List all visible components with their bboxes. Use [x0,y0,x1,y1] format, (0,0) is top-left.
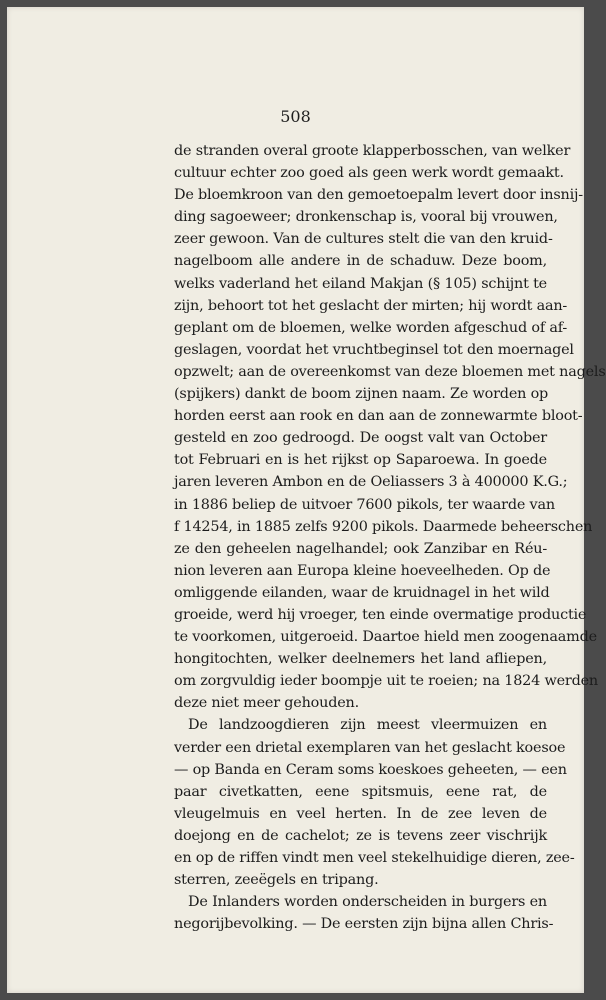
text-line: horden eerst aan rook en dan aan de zonnewarmte bloot- [174,408,583,425]
text-line: om zorgvuldig ieder boompje uit te roeien; na 1824 werden [174,673,598,690]
text-line: ding sagoeweer; dronkenschap is, vooral bij vrouwen, [174,209,558,226]
text-line: in 1886 beliep de uitvoer 7600 pikols, ter waarde van [174,496,555,513]
text-line: nagelboom alle andere in de schaduw. Deze boom, [174,253,547,270]
text-line: ze den geheelen nagelhandel; ook Zanzibar en Réu- [174,540,547,557]
text-line: negorijbevolking. — De eersten zijn bijna allen Chris- [174,916,554,933]
text-line: zijn, behoort tot het geslacht der mirten; hij wordt aan- [174,297,568,314]
text-line: nion leveren aan Europa kleine hoeveelheden. Op de [174,562,551,579]
text-line: geslagen, voordat het vruchtbeginsel tot den moernagel [174,341,574,358]
text-line: zeer gewoon. Van de cultures stelt die van den kruid- [174,231,553,248]
text-line: hongitochten, welker deelnemers het land afliepen, [174,651,547,668]
text-line: f 14254, in 1885 zelfs 9200 pikols. Daarmede beheerschen [174,518,593,535]
text-line: tot Februari en is het rijkst op Saparoewa. In goede [174,452,547,469]
book-page [7,7,606,993]
text-line: jaren leveren Ambon en de Oeliassers 3 à 400000 K.G.; [174,474,568,491]
text-line: gesteld en zoo gedroogd. De oogst valt van October [174,430,547,447]
body-text [174,140,606,935]
text-line: De landzoogdieren zijn meest vleermuizen en [188,717,547,734]
text-line: — op Banda en Ceram soms koeskoes geheeten, — een [174,761,567,778]
text-line: De bloemkroon van den gemoetoepalm levert door insnij- [174,187,583,204]
text-line: de stranden overal groote klapperbosschen, van welker [174,143,571,159]
text-line: sterren, zeeëgels en tripang. [174,872,379,889]
text-line: te voorkomen, uitgeroeid. Daartoe hield men zoogenaamde [174,629,597,646]
text-line: groeide, werd hij vroeger, ten einde overmatige productie [174,606,587,623]
text-line: deze niet meer gehouden. [174,695,359,712]
text-line: opzwelt; aan de overeenkomst van deze bloemen met nagels [174,363,606,380]
text-line: en op de riffen vindt men veel stekelhuidige dieren, zee- [174,850,575,866]
text-line: (spijkers) dankt de boom zijnen naam. Ze worden op [174,386,549,403]
text-line: welks vaderland het eiland Makjan (§ 105) schijnt te [174,275,547,292]
text-line: cultuur echter zoo goed als geen werk wordt gemaakt. [174,165,564,182]
text-line: geplant om de bloemen, welke worden afgeschud of af- [174,319,568,336]
text-line: doejong en de cachelot; ze is tevens zeer vischrijk [174,827,547,844]
text-line: vleugelmuis en veel herten. In de zee leven de [174,805,547,822]
text-line: De Inlanders worden onderscheiden in burgers en [188,894,547,911]
text-line: verder een drietal exemplaren van het geslacht koesoe [174,739,566,756]
text-line: omliggende eilanden, waar de kruidnagel in het wild [174,584,550,601]
page-number: 508 [280,107,311,126]
text-line: paar civetkatten, eene spitsmuis, eene rat, de [174,783,547,800]
